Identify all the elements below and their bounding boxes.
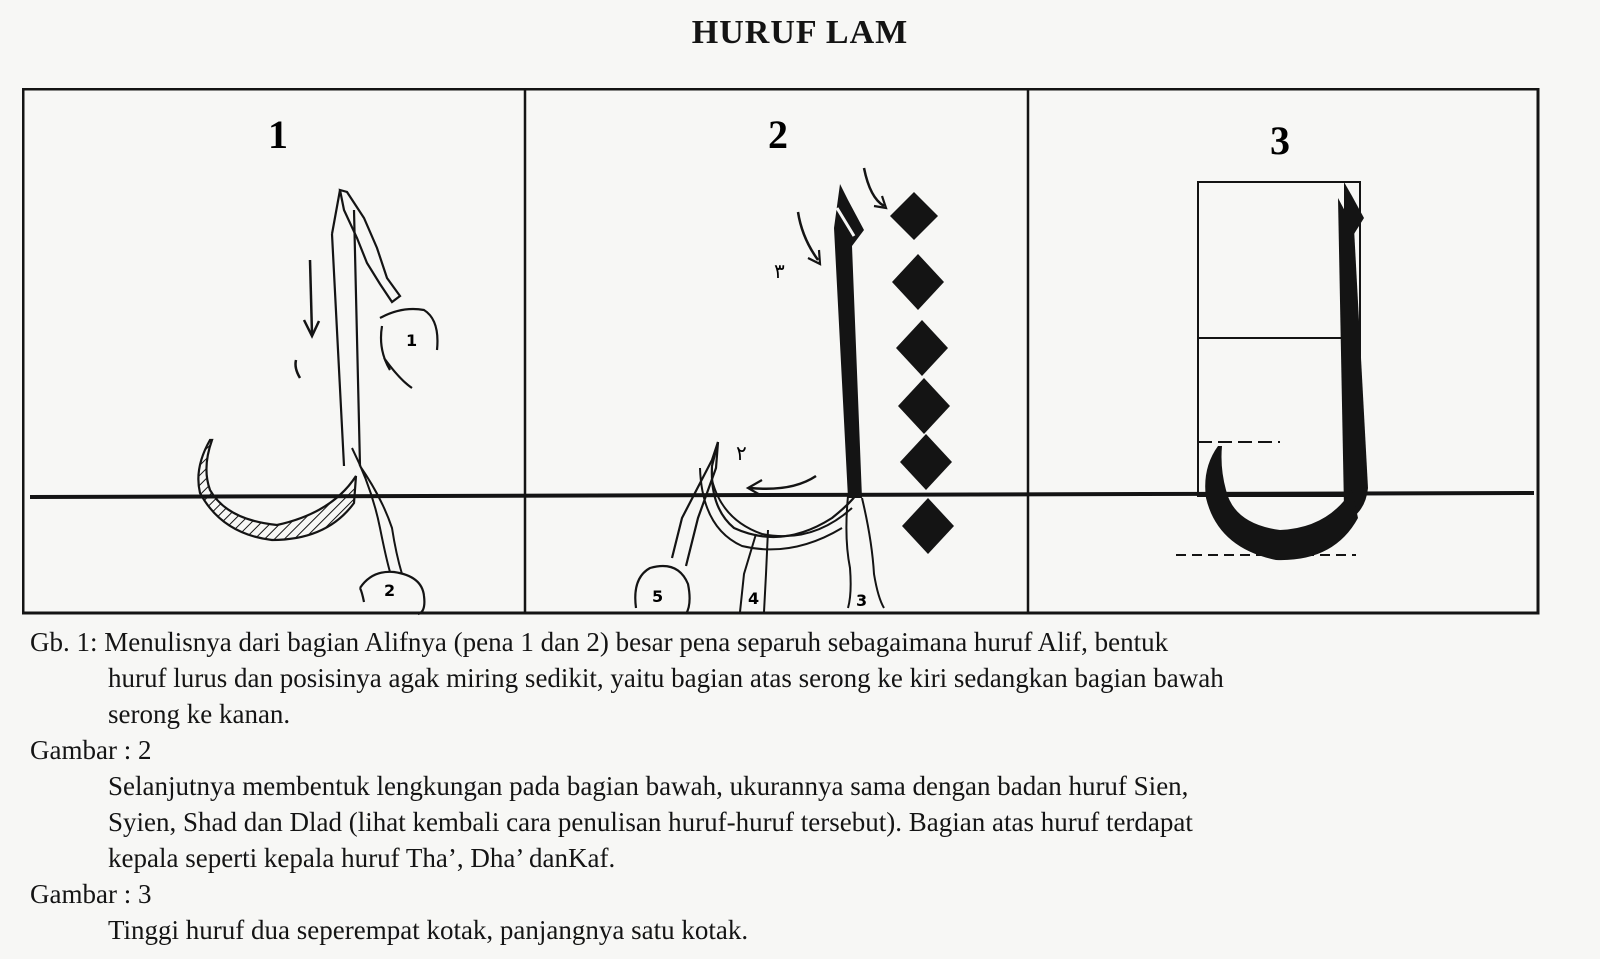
stroke-label: 3 bbox=[856, 591, 868, 610]
caption-text: serong ke kanan. bbox=[108, 699, 291, 729]
svg-text:٢: ٢ bbox=[736, 441, 747, 465]
panel-number-3: 3 bbox=[1270, 118, 1290, 163]
stroke-label: 2 bbox=[384, 581, 396, 600]
caption-text: Tinggi huruf dua seperempat kotak, panjangnya satu kotak. bbox=[108, 915, 749, 945]
page-title: HURUF LAM bbox=[691, 14, 909, 51]
stroke-label: 1 bbox=[406, 331, 418, 350]
panel-number-1: 1 bbox=[268, 112, 288, 157]
caption-text: kepala seperti kepala huruf Tha’, Dha’ danKaf. bbox=[108, 843, 616, 873]
caption-gb2-label: Gambar : 2 bbox=[30, 735, 152, 765]
svg-text:٣: ٣ bbox=[774, 259, 785, 283]
panel-number-2: 2 bbox=[768, 112, 788, 157]
caption-gb1-line bbox=[30, 624, 1570, 660]
caption-gb3-label: Gambar : 3 bbox=[30, 879, 152, 909]
caption bbox=[30, 624, 1570, 948]
panel-1-drawing bbox=[198, 190, 437, 614]
caption-text: Menulisnya dari bagian Alifnya (pena 1 dan 2) besar pena separuh sebagaimana huruf Alif, bentuk bbox=[104, 627, 1169, 657]
lam-figure bbox=[22, 88, 1542, 618]
caption-text: Syien, Shad dan Dlad (lihat kembali cara penulisan huruf-huruf tersebut). Bagian atas huruf terdapat bbox=[108, 807, 1193, 837]
stroke-label: 4 bbox=[748, 589, 760, 608]
caption-gb1-label: Gb. 1: bbox=[30, 627, 98, 657]
caption-text: Selanjutnya membentuk lengkungan pada bagian bawah, ukurannya sama dengan badan huruf Sien, bbox=[108, 771, 1189, 801]
stroke-label: 5 bbox=[652, 587, 664, 606]
panel-2-drawing bbox=[635, 168, 954, 614]
caption-text: huruf lurus dan posisinya agak miring sedikit, yaitu bagian atas serong ke kiri sedangkan bagian bawah bbox=[108, 663, 1224, 693]
panel-3-drawing bbox=[1176, 182, 1368, 560]
